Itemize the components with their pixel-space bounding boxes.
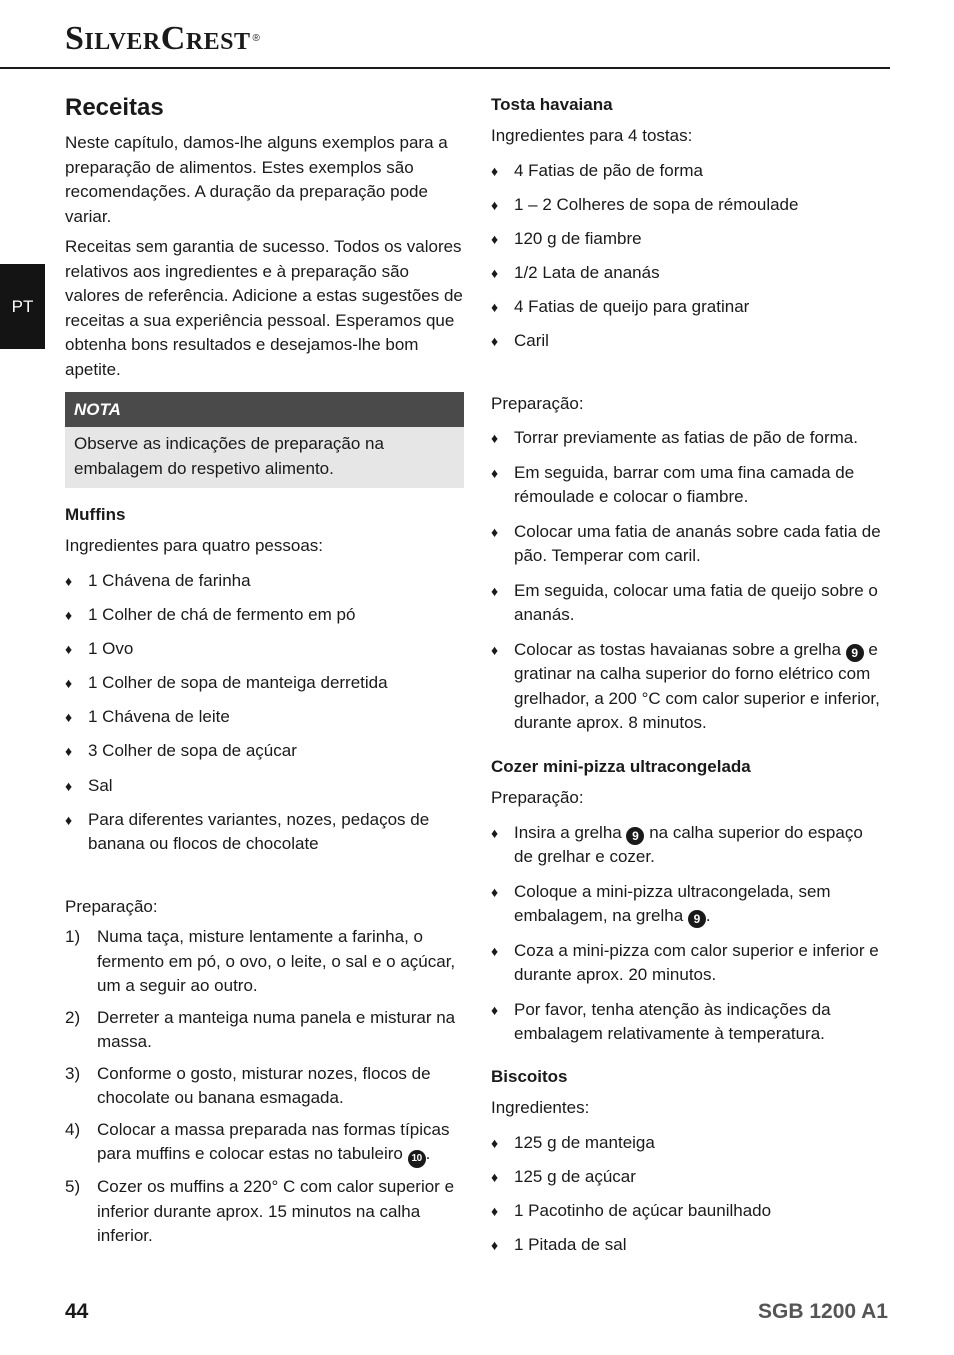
diamond-bullet-icon: ♦: [491, 464, 499, 481]
header-rule: [0, 67, 890, 69]
list-item: [491, 159, 886, 184]
pizza-section: [491, 755, 886, 1047]
step-number: 5): [65, 1177, 81, 1197]
diamond-bullet-icon: ♦: [65, 640, 73, 657]
diamond-bullet-icon: ♦: [491, 1134, 499, 1151]
diamond-bullet-icon: ♦: [491, 230, 499, 247]
list-item: [491, 1165, 886, 1190]
list-item: [65, 739, 465, 764]
step-number: 3): [65, 1063, 81, 1083]
list-item: [65, 603, 465, 628]
list-item-text: 1 Chávena de farinha: [88, 570, 251, 590]
tosta-heading: Tosta havaiana: [491, 95, 613, 114]
pizza-prep-label: Preparação:: [491, 788, 584, 807]
page-number: 44: [65, 1300, 89, 1323]
list-item-text: 120 g de fiambre: [514, 228, 642, 248]
list-item-text: 125 g de manteiga: [514, 1132, 655, 1152]
reference-number-icon: 9: [688, 910, 706, 928]
diamond-bullet-icon: ♦: [65, 743, 73, 760]
tosta-ingredients-label: Ingredientes para 4 tostas:: [491, 126, 693, 145]
diamond-bullet-icon: ♦: [491, 430, 499, 447]
muffins-section: [65, 503, 465, 1249]
step-text: Derreter a manteiga numa panela e misturar na massa.: [97, 1007, 456, 1052]
list-item: [491, 579, 886, 628]
reference-number-icon: 9: [846, 644, 864, 662]
step-text: Numa taça, misture lentamente a farinha, o fermento em pó, o ovo, o leite, o sal e o açúcar, um a seguir ao outro.: [97, 927, 456, 996]
step-text: Por favor, tenha atenção às indicações da embalagem relativamente à temperatura.: [514, 999, 831, 1043]
list-item-text: 1 Pacotinho de açúcar baunilhado: [514, 1200, 772, 1220]
diamond-bullet-icon: ♦: [491, 333, 499, 350]
step-item: [65, 1118, 465, 1169]
tosta-steps-list: [491, 426, 886, 736]
note-heading: NOTA: [65, 392, 464, 427]
step-number: 2): [65, 1007, 81, 1027]
step-item: [65, 1062, 465, 1111]
list-item: [65, 774, 465, 799]
step-item: [65, 925, 465, 999]
intro-paragraph-1: Neste capítulo, damos-lhe alguns exemplos para a preparação de alimentos. Estes exemplos são recomendações. A duração da preparação pode variar.: [65, 133, 448, 226]
step-text: Coloque a mini-pizza ultracongelada, sem embalagem, na grelha: [514, 881, 831, 925]
step-text: Colocar a massa preparada nas formas típicas para muffins e colocar estas no tabuleiro: [97, 1119, 450, 1164]
biscoitos-ingredients-label: Ingredientes:: [491, 1098, 590, 1117]
diamond-bullet-icon: ♦: [491, 299, 499, 316]
list-item: [491, 193, 886, 218]
list-item-text: 1 Colher de chá de fermento em pó: [88, 604, 356, 624]
intro-paragraph-2: Receitas sem garantia de sucesso. Todos os valores relativos aos ingredientes e à preparação são valores de referência. Adicione a estas sugestões de receitas a sua experiência pessoal. Esperamos que obtenha bons resultados e desejamos-lhe bom apetite.: [65, 237, 463, 379]
diamond-bullet-icon: ♦: [491, 523, 499, 540]
list-item: [491, 1199, 886, 1224]
list-item: [491, 880, 886, 929]
step-text: Coza a mini-pizza com calor superior e inferior e durante aprox. 20 minutos.: [514, 940, 879, 984]
diamond-bullet-icon: ♦: [65, 675, 73, 692]
tosta-ingredients-list: [491, 159, 886, 354]
muffins-heading: Muffins: [65, 505, 126, 524]
step-text: Em seguida, colocar uma fatia de queijo sobre o ananás.: [514, 580, 878, 625]
step-text: Insira a grelha: [514, 822, 622, 842]
diamond-bullet-icon: ♦: [491, 1202, 499, 1219]
step-number: 1): [65, 927, 81, 947]
brand-logo: SILVERCREST ®: [65, 20, 261, 57]
biscoitos-heading: Biscoitos: [491, 1067, 568, 1086]
list-item: [491, 227, 886, 252]
page-title: Receitas: [65, 94, 164, 121]
muffins-ingredients-list: [65, 569, 465, 857]
list-item: [491, 998, 886, 1047]
diamond-bullet-icon: ♦: [491, 824, 499, 841]
diamond-bullet-icon: ♦: [65, 606, 73, 623]
list-item-text: 1 – 2 Colheres de sopa de rémoulade: [514, 194, 799, 214]
step-text: Colocar as tostas havaianas sobre a grelha: [514, 639, 841, 659]
muffins-prep-label: Preparação:: [65, 896, 158, 916]
step-text: Colocar uma fatia de ananás sobre cada fatia de pão. Temperar com caril.: [514, 521, 881, 566]
list-item-text: 1 Colher de sopa de manteiga derretida: [88, 673, 388, 693]
list-item-text: Sal: [88, 775, 113, 795]
step-item: [65, 1175, 465, 1249]
diamond-bullet-icon: ♦: [65, 811, 73, 828]
biscoitos-ingredients-list: [491, 1131, 886, 1258]
list-item-text: Para diferentes variantes, nozes, pedaços de banana ou flocos de chocolate: [88, 809, 430, 854]
language-tab: PT: [0, 264, 45, 349]
list-item: [491, 426, 886, 451]
list-item: [491, 520, 886, 569]
step-text: Em seguida, barrar com uma fina camada de rémoulade e colocar o fiambre.: [514, 462, 855, 507]
diamond-bullet-icon: ♦: [65, 572, 73, 589]
list-item: [491, 461, 886, 510]
list-item-text: 1/2 Lata de ananás: [514, 263, 660, 283]
list-item: [491, 1233, 886, 1258]
diamond-bullet-icon: ♦: [491, 1168, 499, 1185]
biscoitos-section: [491, 1065, 886, 1258]
reference-number-icon: 9: [626, 827, 644, 845]
pizza-steps-list: [491, 821, 886, 1047]
muffins-ingredients-label: Ingredientes para quatro pessoas:: [65, 536, 324, 555]
list-item: [491, 261, 886, 286]
diamond-bullet-icon: ♦: [491, 162, 499, 179]
list-item: [491, 638, 886, 736]
muffins-steps-list: [65, 925, 465, 1249]
diamond-bullet-icon: ♦: [491, 1237, 499, 1254]
step-text-continued: e gratinar na calha superior do forno elétrico com grelhador, a 200 °C com calor superior e inferior, durante aprox. 8 minutos.: [514, 639, 880, 733]
list-item: [65, 705, 465, 730]
diamond-bullet-icon: ♦: [65, 777, 73, 794]
list-item-text: 125 g de açúcar: [514, 1166, 636, 1186]
list-item: [65, 808, 465, 857]
note-box: [65, 392, 464, 488]
tosta-section: [491, 93, 886, 736]
note-text: Observe as indicações de preparação na embalagem do respetivo alimento.: [65, 427, 464, 488]
list-item: [491, 821, 886, 870]
pizza-heading: Cozer mini-pizza ultracongelada: [491, 757, 751, 776]
diamond-bullet-icon: ♦: [65, 709, 73, 726]
list-item: [491, 1131, 886, 1156]
list-item: [65, 671, 465, 696]
step-text-continued: na calha superior do espaço de grelhar e cozer.: [514, 822, 863, 866]
reference-number-icon: 10: [408, 1150, 426, 1168]
list-item: [65, 637, 465, 662]
diamond-bullet-icon: ♦: [491, 265, 499, 282]
list-item: [491, 939, 886, 988]
diamond-bullet-icon: ♦: [491, 942, 499, 959]
diamond-bullet-icon: ♦: [491, 582, 499, 599]
list-item-text: Caril: [514, 331, 549, 351]
list-item-text: 1 Pitada de sal: [514, 1235, 627, 1255]
step-text: Cozer os muffins a 220° C com calor superior e inferior durante aprox. 15 minutos na calha inferior.: [97, 1177, 455, 1246]
tosta-prep-label: Preparação:: [491, 393, 584, 413]
list-item: [491, 329, 886, 354]
list-item-text: 1 Ovo: [88, 638, 134, 658]
list-item-text: 4 Fatias de pão de forma: [514, 160, 704, 180]
step-text: Conforme o gosto, misturar nozes, flocos de chocolate ou banana esmagada.: [97, 1063, 431, 1108]
list-item-text: 1 Chávena de leite: [88, 707, 230, 727]
list-item-text: 4 Fatias de queijo para gratinar: [514, 297, 750, 317]
step-item: [65, 1006, 465, 1055]
step-text-continued: .: [705, 906, 711, 925]
list-item: [491, 295, 886, 320]
model-number: SGB 1200 A1: [758, 1300, 888, 1323]
diamond-bullet-icon: ♦: [491, 883, 499, 900]
step-number: 4): [65, 1119, 81, 1139]
diamond-bullet-icon: ♦: [491, 641, 499, 658]
step-text: Torrar previamente as fatias de pão de forma.: [514, 428, 858, 448]
diamond-bullet-icon: ♦: [491, 1001, 499, 1018]
diamond-bullet-icon: ♦: [491, 196, 499, 213]
list-item-text: 3 Colher de sopa de açúcar: [88, 741, 297, 761]
list-item: [65, 569, 465, 594]
step-text-continued: .: [425, 1144, 431, 1164]
